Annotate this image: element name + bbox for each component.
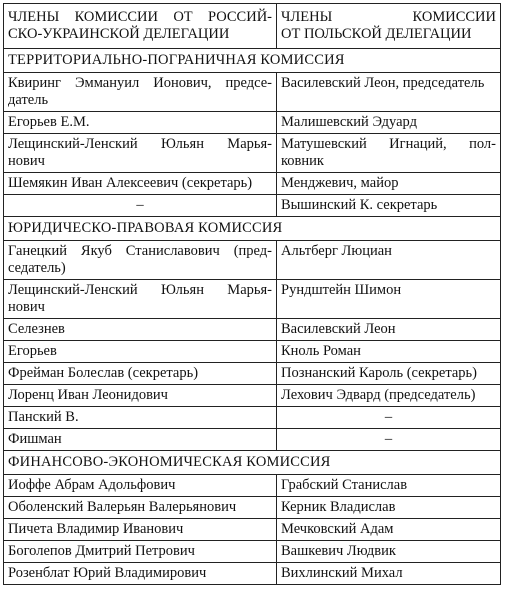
table-row: [4, 363, 501, 385]
header-right-line: ЧЛЕНЫ КОМИССИИ: [281, 9, 496, 25]
member-text-line: –: [384, 431, 393, 447]
member-text-line: Оболенский Валерьян Валерьянович: [8, 499, 237, 515]
section-title-row: [4, 217, 501, 241]
member-text-line: Василевский Леон, председатель: [281, 75, 485, 91]
member-text-line: Лоренц Иван Леонидович: [8, 387, 168, 403]
member-text-line: Лещинский-Ленский Юльян Марья-: [8, 282, 272, 298]
russian-ukrainian-member-cell: [4, 173, 277, 195]
header-left-line: СКО-УКРАИНСКОЙ ДЕЛЕГАЦИИ: [8, 26, 230, 42]
table-row: [4, 563, 501, 585]
table-row: [4, 73, 501, 112]
russian-ukrainian-member-cell: [4, 195, 277, 217]
member-text-line: Розенблат Юрий Владимирович: [8, 565, 207, 581]
table-row: [4, 385, 501, 407]
table-row: [4, 241, 501, 280]
header-right-cell: [277, 4, 501, 49]
member-text-line: Боголепов Дмитрий Петрович: [8, 543, 195, 559]
member-text-line: ковник: [281, 153, 324, 169]
member-text-line: Матушевский Игнаций, пол-: [281, 136, 496, 152]
member-text-line: Менджевич, майор: [281, 175, 399, 191]
russian-ukrainian-member-cell: [4, 407, 277, 429]
member-text-line: Лехович Эдвард (председатель): [281, 387, 476, 403]
member-text-line: Егорьев: [8, 343, 57, 359]
russian-ukrainian-member-cell: [4, 73, 277, 112]
member-text-line: Вихлинский Михал: [281, 565, 403, 581]
polish-member-cell: [277, 134, 501, 173]
polish-member-cell: [277, 475, 501, 497]
russian-ukrainian-member-cell: [4, 563, 277, 585]
table-row: [4, 475, 501, 497]
polish-member-cell: [277, 407, 501, 429]
member-text-line: Кноль Роман: [281, 343, 361, 359]
polish-member-cell: [277, 280, 501, 319]
polish-member-cell: [277, 541, 501, 563]
section-title: ТЕРРИТОРИАЛЬНО-ПОГРАНИЧНАЯ КОМИССИЯ: [4, 49, 501, 73]
russian-ukrainian-member-cell: [4, 363, 277, 385]
polish-member-cell: [277, 112, 501, 134]
polish-member-cell: [277, 363, 501, 385]
member-text-line: Малишевский Эдуард: [281, 114, 417, 130]
member-text-line: седатель): [8, 260, 66, 276]
header-left-line: ЧЛЕНЫ КОМИССИИ ОТ РОССИЙ-: [8, 9, 272, 25]
polish-member-cell: [277, 497, 501, 519]
section-title: ФИНАНСОВО-ЭКОНОМИЧЕСКАЯ КОМИССИЯ: [4, 451, 501, 475]
table-row: [4, 407, 501, 429]
member-text-line: нович: [8, 299, 45, 315]
commission-members-table: [3, 3, 501, 585]
member-text-line: –: [136, 197, 144, 213]
section-title-row: [4, 49, 501, 73]
polish-member-cell: [277, 429, 501, 451]
member-text-line: –: [384, 409, 393, 425]
table-row: [4, 112, 501, 134]
table-row: [4, 173, 501, 195]
table-row: [4, 280, 501, 319]
russian-ukrainian-member-cell: [4, 541, 277, 563]
russian-ukrainian-member-cell: [4, 341, 277, 363]
member-text-line: Мечковский Адам: [281, 521, 394, 537]
member-text-line: Ганецкий Якуб Станиславович (пред-: [8, 243, 272, 259]
russian-ukrainian-member-cell: [4, 241, 277, 280]
member-text-line: Шемякин Иван Алексеевич (секретарь): [8, 175, 253, 191]
table-row: [4, 341, 501, 363]
polish-member-cell: [277, 341, 501, 363]
russian-ukrainian-member-cell: [4, 385, 277, 407]
polish-member-cell: [277, 173, 501, 195]
header-left-cell: [4, 4, 277, 49]
member-text-line: Фишман: [8, 431, 62, 447]
member-text-line: датель: [8, 92, 49, 108]
member-text-line: Грабский Станислав: [281, 477, 408, 493]
russian-ukrainian-member-cell: [4, 112, 277, 134]
table-row: [4, 134, 501, 173]
polish-member-cell: [277, 241, 501, 280]
table-row: [4, 195, 501, 217]
member-text-line: Панский В.: [8, 409, 79, 425]
russian-ukrainian-member-cell: [4, 429, 277, 451]
member-text-line: Иоффе Абрам Адольфович: [8, 477, 176, 493]
table-row: [4, 519, 501, 541]
polish-member-cell: [277, 519, 501, 541]
member-text-line: Познанский Кароль (секретарь): [281, 365, 477, 381]
table-header-row: [4, 4, 501, 49]
section-title: ЮРИДИЧЕСКО-ПРАВОВАЯ КОМИССИЯ: [4, 217, 501, 241]
member-text-line: Василевский Леон: [281, 321, 396, 337]
polish-member-cell: [277, 563, 501, 585]
member-text-line: Керник Владислав: [281, 499, 396, 515]
member-text-line: Лещинский-Ленский Юльян Марья-: [8, 136, 272, 152]
member-text-line: Селезнев: [8, 321, 65, 337]
russian-ukrainian-member-cell: [4, 519, 277, 541]
russian-ukrainian-member-cell: [4, 280, 277, 319]
member-text-line: Квиринг Эммануил Ионович, предсе-: [8, 75, 272, 91]
table-body: [4, 4, 501, 585]
table-row: [4, 429, 501, 451]
member-text-line: Вышинский К. секретарь: [281, 197, 438, 213]
member-text-line: Егорьев Е.М.: [8, 114, 90, 130]
member-text-line: Рундштейн Шимон: [281, 282, 402, 298]
russian-ukrainian-member-cell: [4, 319, 277, 341]
table-row: [4, 541, 501, 563]
russian-ukrainian-member-cell: [4, 497, 277, 519]
member-text-line: Вашкевич Людвик: [281, 543, 396, 559]
polish-member-cell: [277, 385, 501, 407]
table-row: [4, 497, 501, 519]
polish-member-cell: [277, 319, 501, 341]
polish-member-cell: [277, 195, 501, 217]
header-right-line: ОТ ПОЛЬСКОЙ ДЕЛЕГАЦИИ: [281, 26, 472, 42]
russian-ukrainian-member-cell: [4, 475, 277, 497]
member-text-line: Фрейман Болеслав (секретарь): [8, 365, 199, 381]
polish-member-cell: [277, 73, 501, 112]
member-text-line: Пичета Владимир Иванович: [8, 521, 184, 537]
russian-ukrainian-member-cell: [4, 134, 277, 173]
section-title-row: [4, 451, 501, 475]
member-text-line: Альтберг Люциан: [281, 243, 392, 259]
member-text-line: нович: [8, 153, 45, 169]
table-row: [4, 319, 501, 341]
